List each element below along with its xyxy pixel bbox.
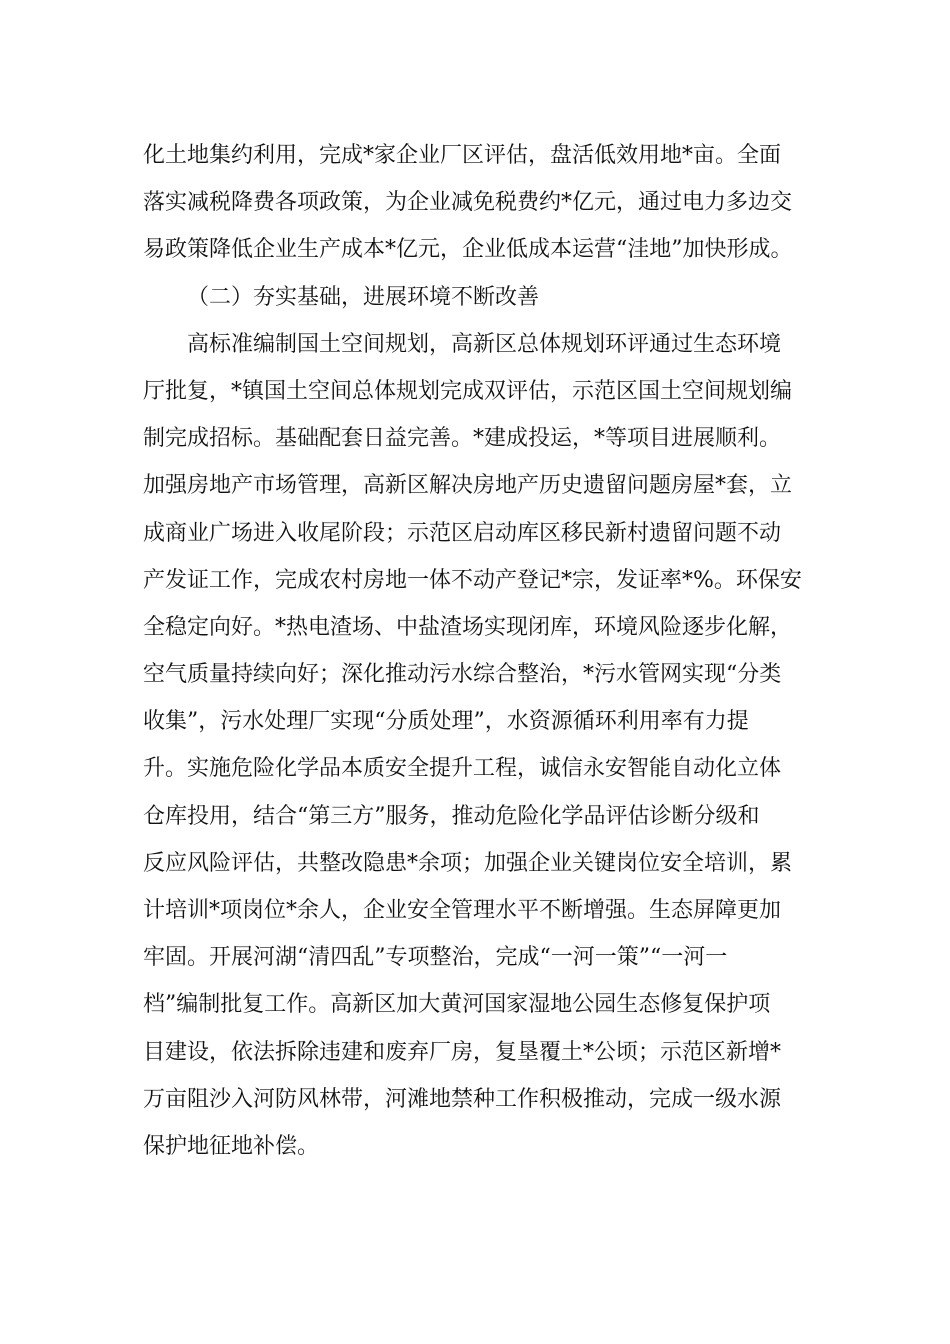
- text-line: 化土地集约利用，完成*家企业厂区评估，盘活低效用地*亩。全面: [143, 143, 782, 168]
- text-line: 易政策降低企业生产成本*亿元，企业低成本运营“洼地”加快形成。: [143, 237, 793, 263]
- text-line: 升。实施危险化学品本质安全提升工程，诚信永安智能自动化立体: [143, 756, 782, 782]
- text-line: 计培训*项岗位*余人，企业安全管理水平不断增强。生态屏障更加: [143, 898, 782, 923]
- paragraph-first-line: 高标准编制国土空间规划，高新区总体规划环评通过生态环境: [187, 331, 782, 357]
- text-line: 目建设，依法拆除违建和废弃厂房，复垦覆土*公顷；示范区新增*: [143, 1039, 782, 1065]
- text-line: 万亩阻沙入河防风林带，河滩地禁种工作积极推动，完成一级水源: [143, 1086, 782, 1112]
- text-line: 全稳定向好。*热电渣场、中盐渣场实现闭库，环境风险逐步化解，: [143, 614, 793, 640]
- text-line: 仓库投用，结合“第三方”服务，推动危险化学品评估诊断分级和: [143, 803, 760, 829]
- text-line: 制完成招标。基础配套日益完善。*建成投运，*等项目进展顺利。: [143, 426, 782, 452]
- text-line: 空气质量持续向好；深化推动污水综合整治，*污水管网实现“分类: [143, 662, 782, 688]
- text-line: 成商业广场进入收尾阶段；示范区启动库区移民新村遗留问题不动: [143, 520, 782, 546]
- text-line: 落实减税降费各项政策，为企业减免税费约*亿元，通过电力多边交: [143, 190, 793, 216]
- text-line: 收集”，污水处理厂实现“分质处理”，水资源循环利用率有力提: [143, 709, 749, 735]
- text-line: 厅批复，*镇国土空间总体规划完成双评估，示范区国土空间规划编: [143, 378, 793, 404]
- section-heading: （二）夯实基础，进展环境不断改善: [187, 284, 540, 310]
- text-line: 保护地征地补偿。: [143, 1133, 320, 1159]
- text-line: 档”编制批复工作。高新区加大黄河国家湿地公园生态修复保护项: [143, 992, 771, 1018]
- text-line: 牢固。开展河湖“清四乱”专项整治，完成“一河一策”“一河一: [143, 945, 728, 971]
- text-line: 加强房地产市场管理，高新区解决房地产历史遗留问题房屋*套，立: [143, 473, 793, 499]
- text-line: 反应风险评估，共整改隐患*余项；加强企业关键岗位安全培训，累: [143, 850, 793, 876]
- body-text: [143, 132, 843, 1170]
- text-line: 产发证工作，完成农村房地一体不动产登记*宗，发证率*%。环保安: [143, 567, 802, 593]
